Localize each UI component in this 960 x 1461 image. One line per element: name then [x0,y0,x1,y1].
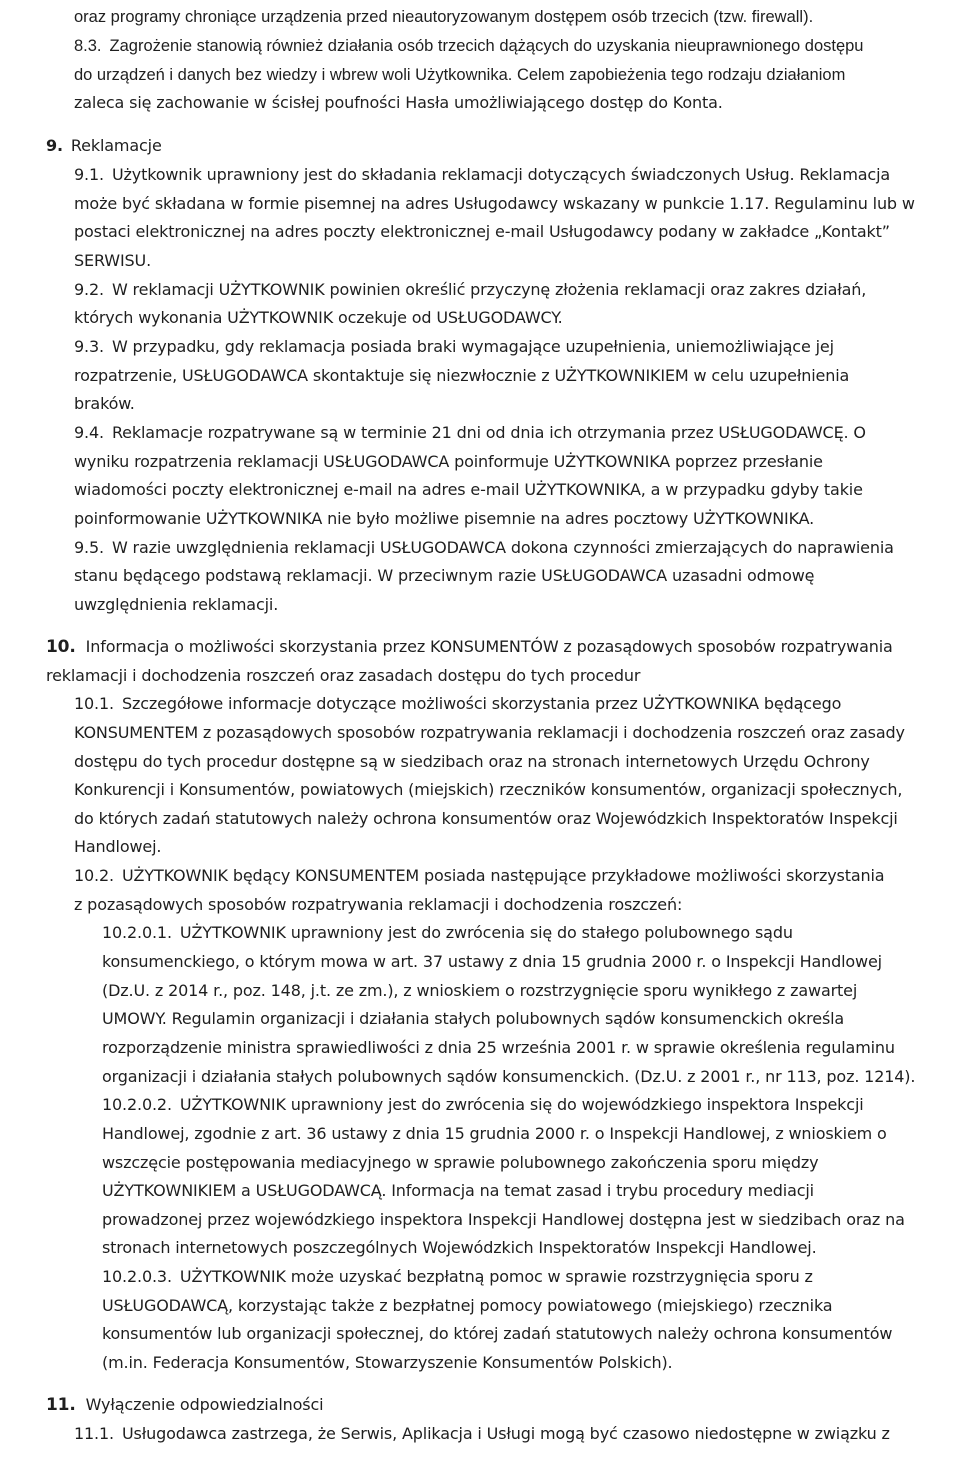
clause-number: 9.2. [74,280,104,299]
clause-number: 10.2.0.3. [102,1267,172,1286]
text-line: Handlowej. [74,837,162,856]
clause-number: 11.1. [74,1424,114,1443]
clause-9-5: 9.5. W razie uwzględnienia reklamacji USŁUGODAWCA dokona czynności zmierzających do naprawienia [74,538,894,557]
text-line: których wykonania UŻYTKOWNIK oczekuje od USŁUGODAWCY. [74,308,563,327]
clause-10-2-0-1: 10.2.0.1. UŻYTKOWNIK uprawniony jest do zwrócenia się do stałego polubownego sądu [102,923,793,942]
text-line: UŻYTKOWNIKIEM a USŁUGODAWCĄ. Informacja na temat zasad i trybu procedury mediacji [102,1181,814,1200]
text-line: Handlowej, zgodnie z art. 36 ustawy z dnia 15 grudnia 2000 r. o Inspekcji Handlowej, z wnioskiem o [102,1124,887,1143]
section-number: 10. [46,637,76,657]
text-line: braków. [74,394,135,413]
clause-number: 9.1. [74,165,104,184]
text-line: Konkurencji i Konsumentów, powiatowych (miejskich) rzeczników konsumentów, organizacji społecznych, [74,780,903,799]
text-line: (m.in. Federacja Konsumentów, Stowarzyszenie Konsumentów Polskich). [102,1353,673,1372]
text-line: UMOWY. Regulamin organizacji i działania stałych polubownych sądów konsumenckich określa [102,1009,845,1028]
text-line: do których zadań statutowych należy ochrona konsumentów oraz Wojewódzkich Inspektoratów Inspekcji [74,809,898,828]
text-line: zaleca się zachowanie w ścisłej poufności Hasła umożliwiającego dostęp do Konta. [74,93,723,112]
text-line: prowadzonej przez wojewódzkiego inspektora Inspekcji Handlowej dostępna jest w siedzibach oraz na [102,1210,905,1229]
text-line: postaci elektronicznej na adres poczty elektronicznej e-mail Usługodawcy podany w zakładce „Kontakt” [74,222,890,241]
text-line: rozporządzenie ministra sprawiedliwości z dnia 25 września 2001 r. w sprawie określenia regulaminu [102,1038,895,1057]
clause-10-2-0-2: 10.2.0.2. UŻYTKOWNIK uprawniony jest do zwrócenia się do wojewódzkiego inspektora Inspekcji [102,1095,864,1114]
text-line: (Dz.U. z 2014 r., poz. 148, j.t. ze zm.), z wnioskiem o rozstrzygnięcie sporu wynikłego z zawartej [102,981,858,1000]
clause-number: 9.4. [74,423,104,442]
section-title: Wyłączenie odpowiedzialności [85,1395,324,1414]
text-line: oraz programy chroniące urządzenia przed nieautoryzowanym dostępem osób trzecich (tzw. firewall). [74,8,814,26]
text-line: wiadomości poczty elektronicznej e-mail na adres e-mail UŻYTKOWNIKA, a w przypadku gdyby takie [74,480,863,499]
clause-11-1: 11.1. Usługodawca zastrzega, że Serwis, Aplikacja i Usługi mogą być czasowo niedostępne w związku z [74,1424,890,1443]
section-10-heading [46,637,893,657]
text-line: organizacji i działania stałych polubownych sądów konsumenckich. (Dz.U. z 2001 r., nr 113, poz. 1214). [102,1067,916,1086]
clause-number: 10.2.0.1. [102,923,172,942]
clause-9-4: 9.4. Reklamacje rozpatrywane są w terminie 21 dni od dnia ich otrzymania przez USŁUGODAWCĘ. O [74,423,866,442]
clause-9-3: 9.3. W przypadku, gdy reklamacja posiada braki wymagające uzupełnienia, uniemożliwiające jej [74,337,834,356]
clause-10-2-0-3: 10.2.0.3. UŻYTKOWNIK może uzyskać bezpłatną pomoc w sprawie rozstrzygnięcia sporu z [102,1267,813,1286]
section-number: 11. [46,1395,76,1415]
clause-number: 9.5. [74,538,104,557]
clause-8-3: 8.3. Zagrożenie stanowią również działania osób trzecich dążących do uzyskania nieuprawnionego dostępu [74,37,864,55]
text-line: stanu będącego podstawą reklamacji. W przeciwnym razie USŁUGODAWCA uzasadni odmowę [74,566,815,585]
clause-10-1: 10.1. Szczegółowe informacje dotyczące możliwości skorzystania przez UŻYTKOWNIKA będącego [74,694,842,713]
clause-9-1: 9.1. Użytkownik uprawniony jest do składania reklamacji dotyczących świadczonych Usług. Reklamacja [74,165,891,184]
text-line: USŁUGODAWCĄ, korzystając także z bezpłatnej pomocy powiatowego (miejskiego) rzecznika [102,1296,833,1315]
text-line: z pozasądowych sposobów rozpatrywania reklamacji i dochodzenia roszczeń: [74,895,683,914]
text-line: rozpatrzenie, USŁUGODAWCA skontaktuje się niezwłocznie z UŻYTKOWNIKIEM w celu uzupełnienia [74,366,850,385]
text-line: do urządzeń i danych bez wiedzy i wbrew woli Użytkownika. Celem zapobieżenia tego rodzaju działaniom [74,66,846,84]
clause-number: 8.3. [74,37,102,55]
section-9-heading [46,136,162,156]
section-number: 9. [46,136,63,155]
clause-9-2: 9.2. W reklamacji UŻYTKOWNIK powinien określić przyczynę złożenia reklamacji oraz zakres działań, [74,280,867,299]
text-line: stronach internetowych poszczególnych Wojewódzkich Inspektoratów Inspekcji Handlowej. [102,1238,817,1257]
section-title: Informacja o możliwości skorzystania przez KONSUMENTÓW z pozasądowych sposobów rozpatrywania [85,637,893,656]
text-line: konsumenckiego, o którym mowa w art. 37 ustawy z dnia 15 grudnia 2000 r. o Inspekcji Handlowej [102,952,882,971]
text-line: może być składana w formie pisemnej na adres Usługodawcy wskazany w punkcie 1.17. Regulaminu lub w [74,194,915,213]
clause-number: 10.1. [74,694,114,713]
text-line: wyniku rozpatrzenia reklamacji USŁUGODAWCA poinformuje UŻYTKOWNIKA poprzez przesłanie [74,452,823,471]
clause-number: 10.2. [74,866,114,885]
text-line: uwzględnienia reklamacji. [74,595,279,614]
text-line: KONSUMENTEM z pozasądowych sposobów rozpatrywania reklamacji i dochodzenia roszczeń oraz zasady [74,723,905,742]
text-line: poinformowanie UŻYTKOWNIKA nie było możliwe pisemnie na adres pocztowy UŻYTKOWNIKA. [74,509,815,528]
text-line: wszczęcie postępowania mediacyjnego w sprawie polubownego zakończenia sporu między [102,1153,819,1172]
text-line: konsumentów lub organizacji społecznej, do której zadań statutowych należy ochrona konsumentów [102,1324,893,1343]
text-line: dostępu do tych procedur dostępne są w siedzibach oraz na stronach internetowych Urzędu Ochrony [74,752,870,771]
text-line: SERWISU. [74,251,152,270]
clause-10-2: 10.2. UŻYTKOWNIK będący KONSUMENTEM posiada następujące przykładowe możliwości skorzystania [74,866,885,885]
clause-number: 10.2.0.2. [102,1095,172,1114]
clause-number: 9.3. [74,337,104,356]
section-11-heading [46,1395,323,1415]
section-title: Reklamacje [70,136,162,155]
text-line: reklamacji i dochodzenia roszczeń oraz zasadach dostępu do tych procedur [46,666,641,685]
